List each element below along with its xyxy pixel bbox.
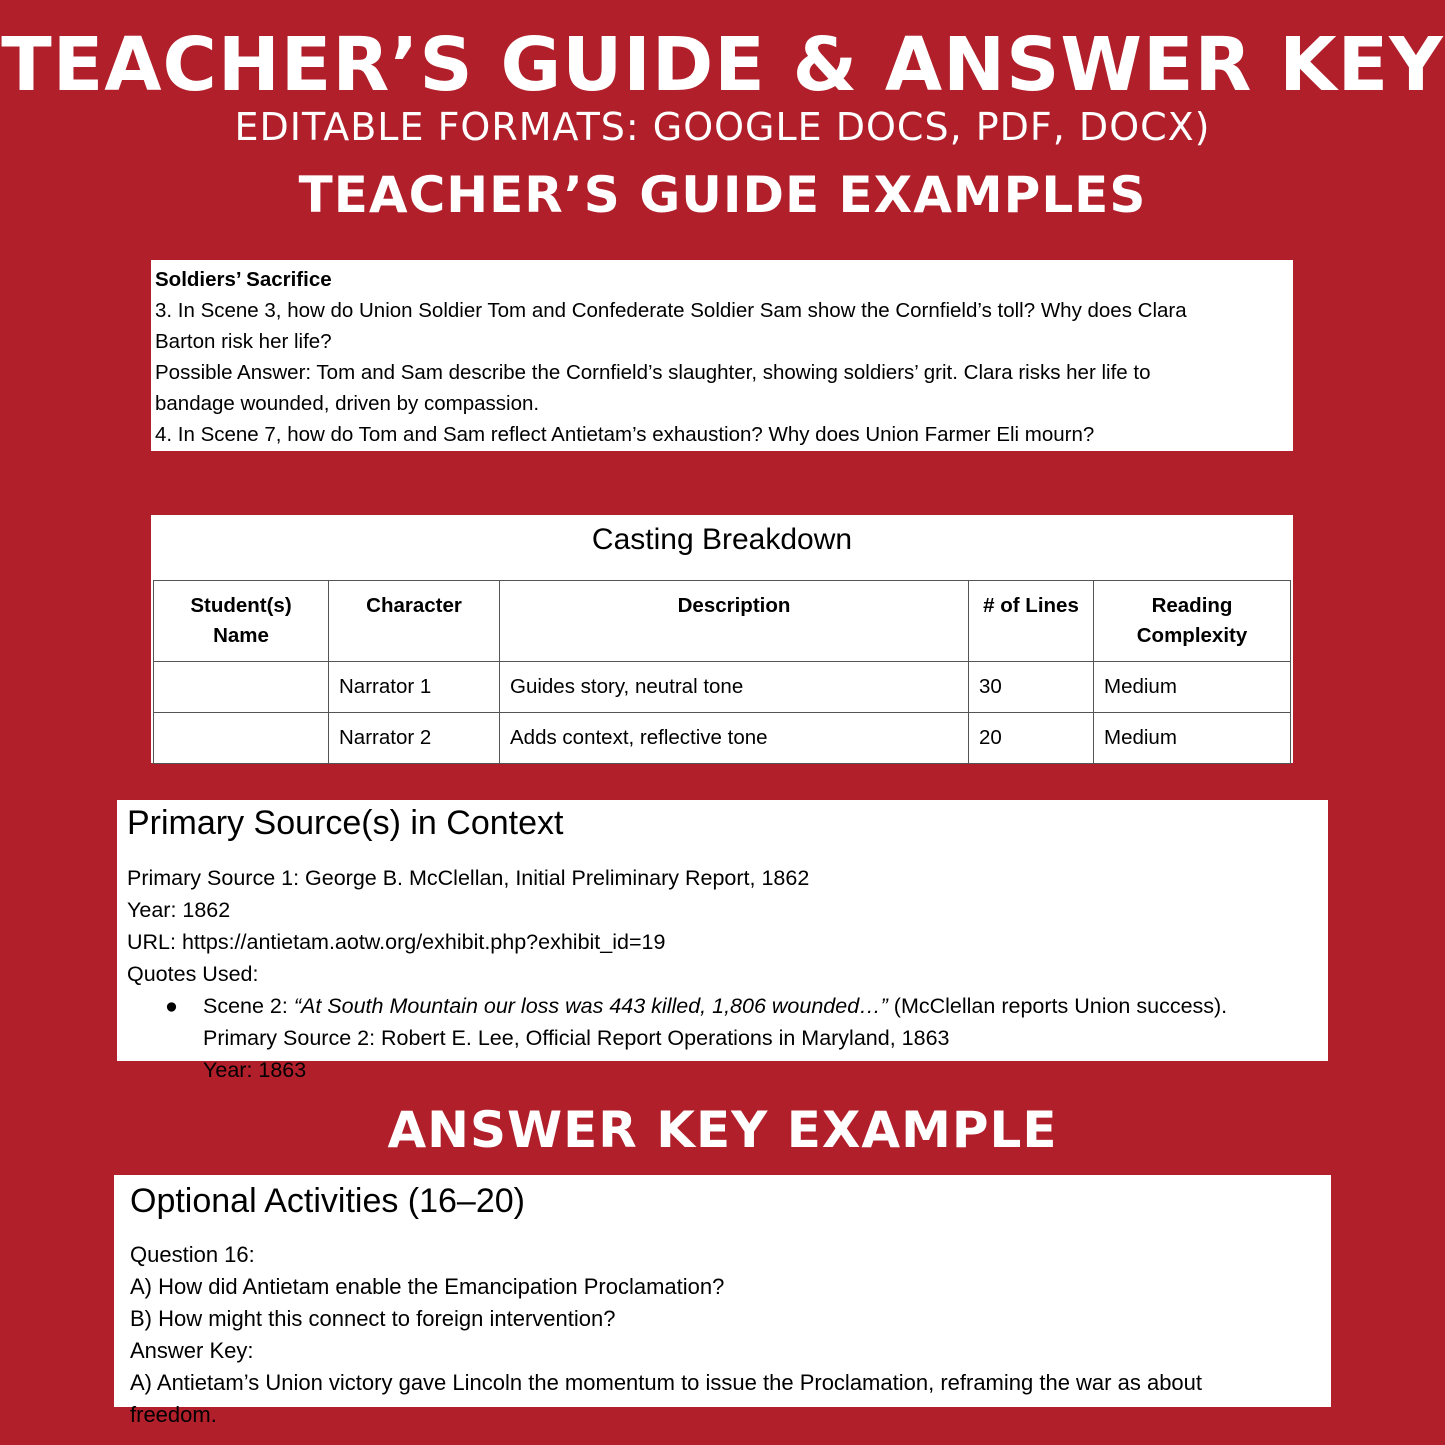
column-header-description: Description [500, 581, 969, 662]
primary-sources-panel [117, 800, 1328, 1082]
page-subtitle: EDITABLE FORMATS: GOOGLE DOCS, PDF, DOCX) [234, 105, 1211, 149]
table-cell: Guides story, neutral tone [500, 662, 969, 713]
answer-key-panel [114, 1175, 1331, 1427]
answer-key-line: A) How did Antietam enable the Emancipation Proclamation? [130, 1274, 725, 1299]
answer-key-line: Answer Key: [130, 1338, 254, 1363]
source-year: Year: 1862 [127, 898, 231, 922]
primary-sources-title: Primary Source(s) in Context [127, 804, 564, 842]
table-cell: 20 [969, 713, 1094, 764]
guide-excerpt-line: 3. In Scene 3, how do Union Soldier Tom and Confederate Soldier Sam show the Cornfield’s toll? Why does Clara [155, 299, 1187, 322]
bullet-icon: ● [165, 994, 178, 1018]
answer-key-line: freedom. [130, 1402, 217, 1427]
table-cell: Narrator 1 [329, 662, 500, 713]
casting-table [153, 580, 1291, 764]
table-cell: Adds context, reflective tone [500, 713, 969, 764]
column-header-character: Character [329, 581, 500, 662]
table-cell: Medium [1094, 713, 1291, 764]
quotes-label: Quotes Used: [127, 962, 259, 986]
answer-key-line: A) Antietam’s Union victory gave Lincoln the momentum to issue the Proclamation, reframing the war as about [130, 1370, 1203, 1395]
primary-source-1: Primary Source 1: George B. McClellan, Initial Preliminary Report, 1862 [127, 866, 810, 890]
source-url: URL: https://antietam.aotw.org/exhibit.php?exhibit_id=19 [127, 930, 666, 954]
list-item [203, 1022, 1318, 1054]
table-cell [154, 662, 329, 713]
column-header-reading-complexity: Reading Complexity [1094, 581, 1291, 662]
table-row [154, 713, 1291, 764]
section-title-answer-key: ANSWER KEY EXAMPLE [387, 1101, 1058, 1159]
answer-key-title: Optional Activities (16–20) [130, 1182, 525, 1220]
table-cell [154, 713, 329, 764]
quote-text: “At South Mountain our loss was 443 killed, 1,806 wounded…” [293, 994, 888, 1018]
quote-scene: Scene 2: [203, 994, 294, 1018]
list-item [203, 1054, 1318, 1086]
table-header-row [154, 581, 1291, 662]
guide-excerpt-heading: Soldiers’ Sacrifice [155, 268, 332, 291]
answer-key-line: Question 16: [130, 1242, 255, 1267]
column-header-lines: # of Lines [969, 581, 1094, 662]
guide-excerpt-line: bandage wounded, driven by compassion. [155, 392, 540, 415]
section-title-guide-examples: TEACHER’S GUIDE EXAMPLES [298, 166, 1147, 224]
casting-breakdown-panel [151, 515, 1293, 763]
answer-key-line: B) How might this connect to foreign intervention? [130, 1306, 616, 1331]
table-row [154, 662, 1291, 713]
source-year-cut: Year: 1863 [203, 1058, 307, 1082]
quotes-list [127, 990, 1318, 1086]
table-cell: Narrator 2 [329, 713, 500, 764]
quote-note: (McClellan reports Union success). [887, 994, 1228, 1018]
table-cell: 30 [969, 662, 1094, 713]
guide-excerpt-panel [151, 260, 1293, 451]
guide-excerpt-line: 4. In Scene 7, how do Tom and Sam reflect Antietam’s exhaustion? Why does Union Farmer Eli mourn? [155, 423, 1095, 446]
table-cell: Medium [1094, 662, 1291, 713]
casting-breakdown-title: Casting Breakdown [591, 523, 853, 556]
column-header-student-name: Student(s) Name [154, 581, 329, 662]
page-title: TEACHER’S GUIDE & ANSWER KEY [1, 22, 1444, 108]
guide-excerpt-line: Barton risk her life? [155, 330, 332, 353]
primary-source-2: Primary Source 2: Robert E. Lee, Official Report Operations in Maryland, 1863 [203, 1026, 950, 1050]
list-item [165, 990, 1318, 1022]
guide-excerpt-line: Possible Answer: Tom and Sam describe the Cornfield’s slaughter, showing soldiers’ grit. Clara risks her life to [155, 361, 1151, 384]
